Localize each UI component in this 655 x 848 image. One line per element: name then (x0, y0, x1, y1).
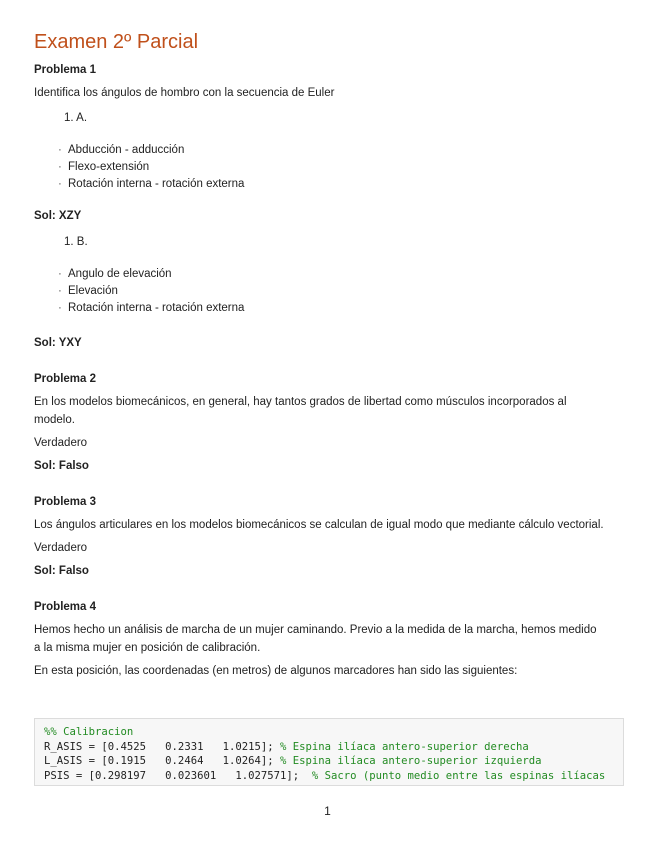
problem-2-solution: Sol: Falso (34, 460, 89, 472)
document-title: Examen 2º Parcial (34, 31, 199, 53)
problem-1a-list (34, 142, 624, 193)
problem-3-statement: Los ángulos articulares en los modelos biomecánicos se calculan de igual modo que mediante cálculo vectorial. (34, 519, 604, 531)
page-number: 1 (324, 804, 331, 818)
problem-3-solution: Sol: Falso (34, 565, 89, 577)
code-comment: % Espina ilíaca antero-superior izquierda (280, 755, 542, 767)
code-line-4 (44, 769, 623, 784)
code-comment: %% Calibracion (44, 726, 134, 738)
problem-2-statement-line-1: En los modelos biomecánicos, en general, hay tantos grados de libertad como músculos incorporados al (34, 396, 567, 408)
problem-1a-solution: Sol: XZY (34, 210, 82, 222)
problem-1a-label: 1. A. (64, 112, 88, 124)
problem-1-intro: Identifica los ángulos de hombro con la secuencia de Euler (34, 87, 335, 99)
list-item: · Flexo-extensión (68, 159, 624, 176)
list-item: · Rotación interna - rotación externa (68, 300, 624, 317)
list-item: · Angulo de elevación (68, 266, 624, 283)
problem-3-heading: Problema 3 (34, 496, 96, 508)
problem-4-text-line-3: En esta posición, las coordenadas (en metros) de algunos marcadores han sido las siguientes: (34, 665, 518, 677)
code-block (34, 718, 624, 786)
code-line-2 (44, 740, 623, 755)
code-comment: % Sacro (punto medio entre las espinas ilíacas (311, 769, 606, 782)
problem-2-statement-line-2: modelo. (34, 414, 75, 426)
problem-2-heading: Problema 2 (34, 373, 96, 385)
problem-4-text-line-1: Hemos hecho un análisis de marcha de un mujer caminando. Previo a la medida de la marcha, hemos medido (34, 624, 597, 636)
problem-1b-list (34, 266, 624, 317)
problem-3-answer: Verdadero (34, 542, 88, 554)
code-comment: % Espina ilíaca antero-superior derecha (280, 740, 529, 753)
code-text: R_ASIS = [0.4525 0.2331 1.0215]; (44, 740, 280, 753)
code-text: PSIS = [0.298197 0.023601 1.027571]; (44, 769, 312, 782)
document-page (34, 30, 624, 680)
list-item: · Rotación interna - rotación externa (68, 176, 624, 193)
code-line-1 (44, 725, 623, 740)
problem-4-heading: Problema 4 (34, 601, 96, 613)
problem-1b-label: 1. B. (64, 236, 88, 248)
problem-1-heading: Problema 1 (34, 64, 96, 76)
code-text: L_ASIS = [0.1915 0.2464 1.0264]; (44, 755, 280, 767)
problem-2-answer: Verdadero (34, 437, 88, 449)
list-item: · Abducción - adducción (68, 142, 624, 159)
code-line-3 (44, 754, 623, 769)
problem-4-text-line-2: a la misma mujer en posición de calibración. (34, 642, 261, 654)
list-item: · Elevación (68, 283, 624, 300)
problem-1b-solution: Sol: YXY (34, 337, 82, 349)
